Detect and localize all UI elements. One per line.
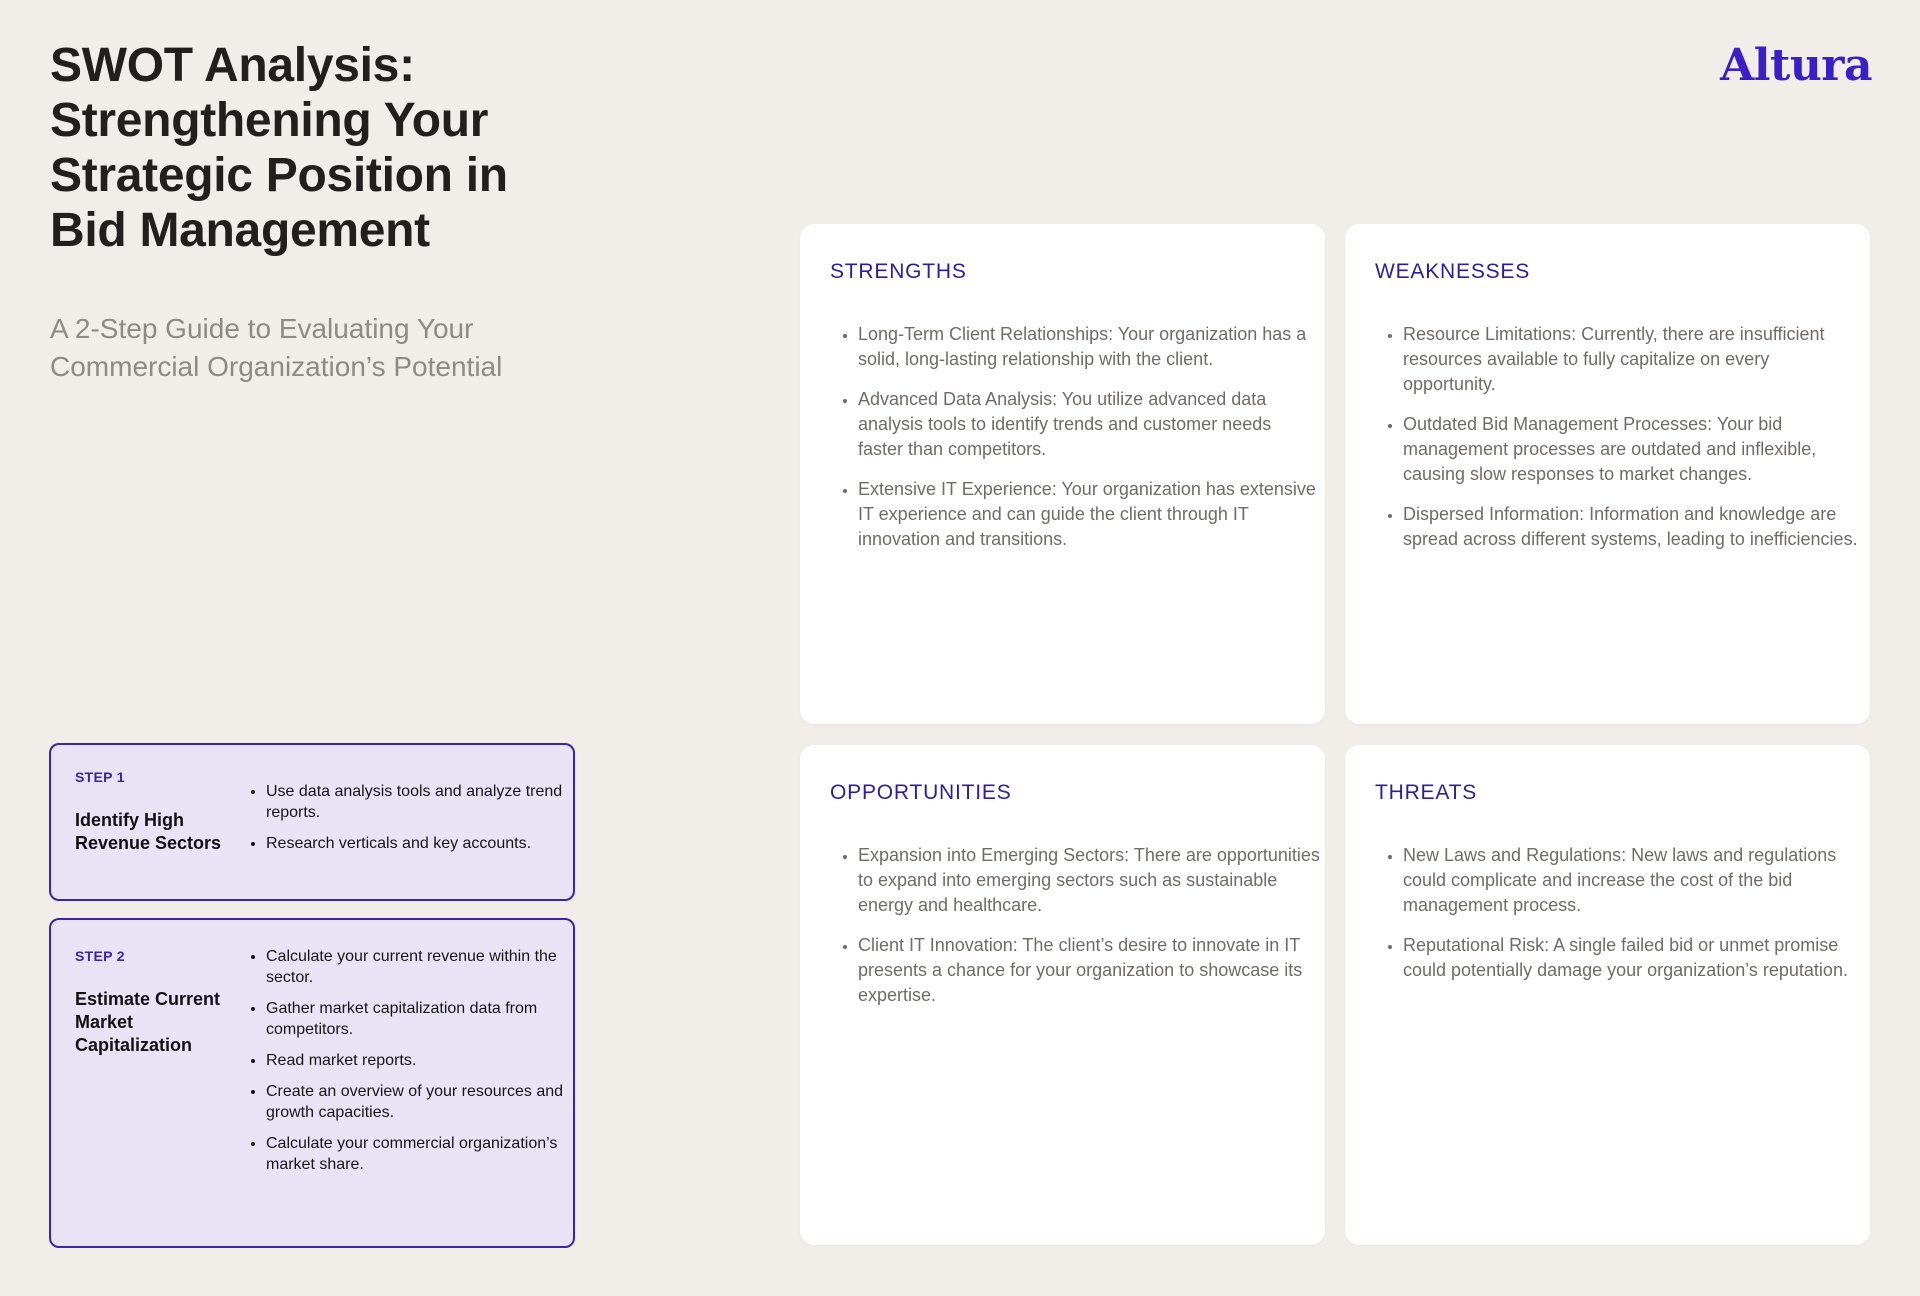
list-item: • Outdated Bid Management Processes: Your bid management processes are outdated and inflexible, causing slow responses to market changes. (1403, 412, 1865, 487)
altura-logo: Altura (1720, 40, 1872, 91)
list-item: • Calculate your commercial organization’s market share. (266, 1133, 571, 1175)
list-item: • Expansion into Emerging Sectors: There are opportunities to expand into emerging sectors such as sustainable energy and healthcare. (858, 843, 1320, 918)
list-item: • Create an overview of your resources and growth capacities. (266, 1081, 571, 1123)
list-item: • Gather market capitalization data from competitors. (266, 998, 571, 1040)
page-subtitle: A 2-Step Guide to Evaluating Your Commercial Organization’s Potential (50, 313, 503, 382)
list-item: • Dispersed Information: Information and knowledge are spread across different systems, leading to inefficiencies. (1403, 502, 1865, 552)
list-item: • Resource Limitations: Currently, there are insufficient resources available to fully capitalize on every opportunity. (1403, 322, 1865, 397)
list-item: • Reputational Risk: A single failed bid or unmet promise could potentially damage your organization’s reputation. (1403, 933, 1865, 983)
list-item: • New Laws and Regulations: New laws and regulations could complicate and increase the cost of the bid management process. (1403, 843, 1865, 918)
step-bullet-list (248, 946, 571, 1185)
list-item: • Calculate your current revenue within the sector. (266, 946, 571, 988)
step-heading: Estimate Current Market Capitalization (75, 989, 221, 1055)
list-item: • Advanced Data Analysis: You utilize advanced data analysis tools to identify trends and customer needs faster than competitors. (858, 387, 1320, 462)
step-1-card (49, 743, 575, 901)
weaknesses-list (1379, 322, 1865, 567)
opportunities-list (834, 843, 1320, 1023)
step-heading: Identify High Revenue Sectors (75, 810, 222, 853)
list-item: • Extensive IT Experience: Your organization has extensive IT experience and can guide the client through IT innovation and transitions. (858, 477, 1320, 552)
page-title: SWOT Analysis: Strengthening Your Strategic Position in Bid Management (50, 39, 508, 257)
step-bullet-list (248, 781, 571, 864)
strengths-list (834, 322, 1320, 567)
list-item: • Long-Term Client Relationships: Your organization has a solid, long-lasting relationship with the client. (858, 322, 1320, 372)
threats-title: THREATS (1375, 781, 1478, 804)
step-label: STEP 2 (75, 948, 125, 964)
step-label: STEP 1 (75, 769, 125, 785)
step-2-card (49, 918, 575, 1248)
list-item: • Read market reports. (266, 1050, 571, 1071)
strengths-title: STRENGTHS (830, 260, 967, 283)
opportunities-title: OPPORTUNITIES (830, 781, 1012, 804)
opportunities-card (800, 745, 1325, 1245)
threats-list (1379, 843, 1865, 998)
list-item: • Client IT Innovation: The client’s desire to innovate in IT presents a chance for your organization to showcase its expertise. (858, 933, 1320, 1008)
list-item: • Use data analysis tools and analyze trend reports. (266, 781, 571, 823)
weaknesses-title: WEAKNESSES (1375, 260, 1531, 283)
weaknesses-card (1345, 224, 1870, 724)
list-item: • Research verticals and key accounts. (266, 833, 571, 854)
threats-card (1345, 745, 1870, 1245)
strengths-card (800, 224, 1325, 724)
